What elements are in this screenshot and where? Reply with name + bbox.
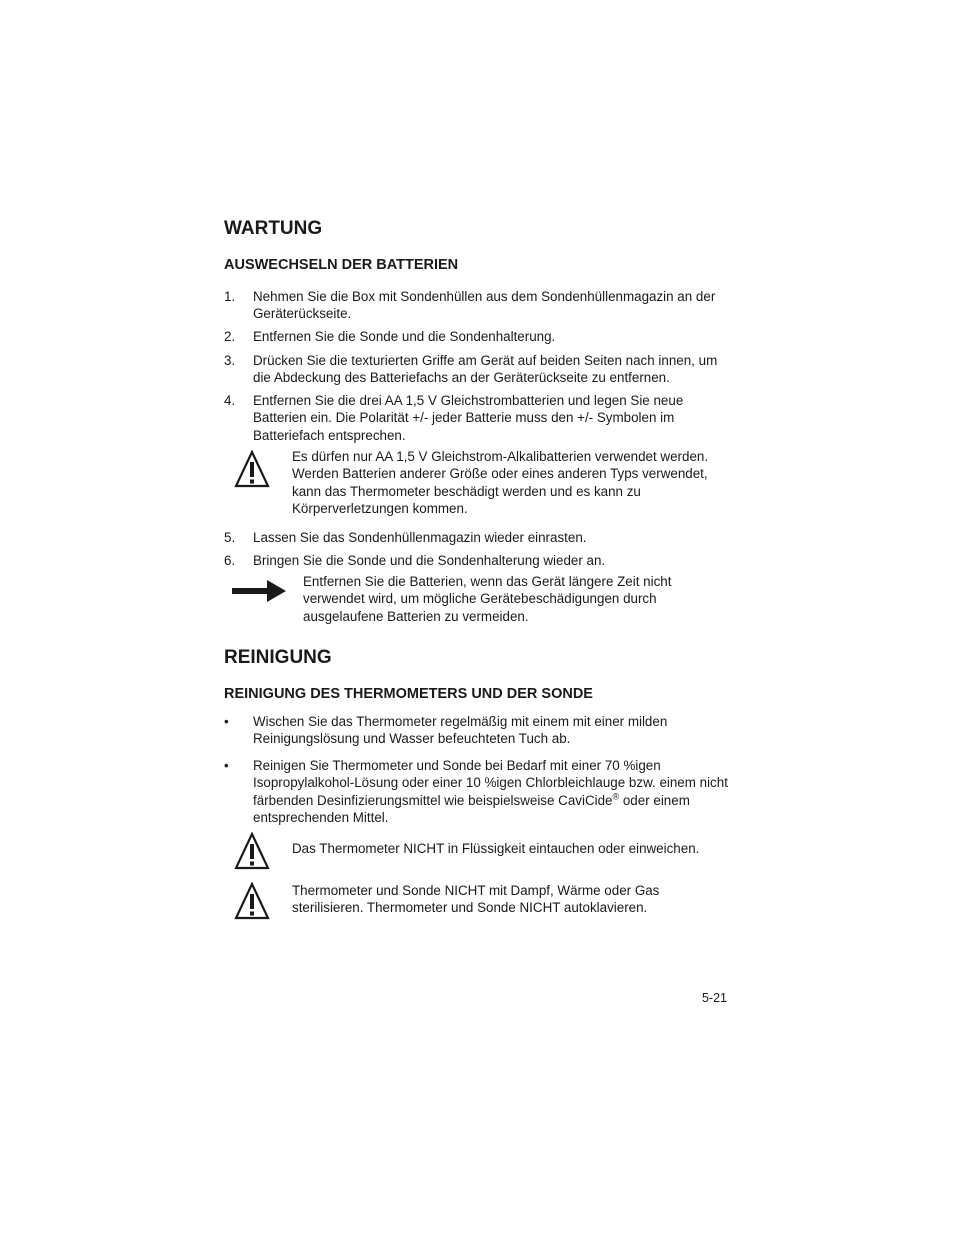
section-title-wartung: WARTUNG <box>224 218 323 239</box>
list-text: Bringen Sie die Sonde und die Sondenhalterung wieder an. <box>253 553 606 568</box>
list-number: 1. <box>224 289 236 304</box>
list-text: Entfernen Sie die Sonde und die Sondenhalterung. <box>253 329 556 344</box>
warning-triangle-icon <box>234 882 270 920</box>
subsection-title-thermometer: REINIGUNG DES THERMOMETERS UND DER SONDE <box>224 686 593 702</box>
warning-text: Thermometer und Sonde NICHT mit Dampf, Wärme oder Gas sterilisieren. Thermometer und Sonde NICHT autoklavieren. <box>292 883 660 916</box>
bullet-item <box>224 757 734 827</box>
list-number: 4. <box>224 393 236 408</box>
note-text: Entfernen Sie die Batterien, wenn das Gerät längere Zeit nicht verwendet wird, um mögliche Gerätebeschädigungen durch ausgelaufene Batterien zu vermeiden. <box>303 574 672 624</box>
warning-triangle-icon <box>234 832 270 870</box>
list-number: 6. <box>224 553 236 568</box>
subsection-title-batterien: AUSWECHSELN DER BATTERIEN <box>224 257 459 273</box>
warning-text: Das Thermometer NICHT in Flüssigkeit eintauchen oder einweichen. <box>292 841 700 856</box>
bullet-marker: • <box>224 758 229 773</box>
list-text: Drücken Sie die texturierten Griffe am Gerät auf beiden Seiten nach innen, um die Abdeckung des Batteriefachs an der Geräterückseite zu entfernen. <box>253 353 718 386</box>
list-text: Nehmen Sie die Box mit Sondenhüllen aus dem Sondenhüllenmagazin an der Geräterückseite. <box>253 289 716 322</box>
list-item <box>224 529 734 546</box>
list-number: 2. <box>224 329 236 344</box>
bullet-text <box>253 757 734 827</box>
registered-mark: ® <box>612 791 620 802</box>
bullet-text-part: Reinigen Sie Thermometer und Sonde bei Bedarf mit einer 70 %igen Isopropylalkohol-Lösung oder einer 10 %igen Chlorbleichlauge bzw. einem nicht färbenden Desinfizierungsmittel wie beispielsweise CaviCide <box>253 758 728 808</box>
warning-text: Es dürfen nur AA 1,5 V Gleichstrom-Alkalibatterien verwendet werden. Werden Batterien anderer Größe oder eines anderen Typs verwendet, kann das Thermometer beschädigt werden und es kann zu Körperverletzungen kommen. <box>292 449 709 517</box>
arrow-right-icon <box>231 578 287 604</box>
list-item <box>224 392 734 444</box>
bullet-text: Wischen Sie das Thermometer regelmäßig mit einem mit einer milden Reinigungslösung und Wasser befeuchteten Tuch ab. <box>253 714 668 747</box>
bullet-item <box>224 713 734 748</box>
section-title-reinigung: REINIGUNG <box>224 647 332 668</box>
warning-triangle-icon <box>234 450 270 488</box>
bullet-marker: • <box>224 714 229 729</box>
list-item <box>224 288 734 323</box>
bullet-text-part: oder einem entsprechenden Mittel. <box>253 792 690 826</box>
list-item <box>224 352 734 387</box>
page-number: 5-21 <box>701 991 727 1005</box>
list-number: 3. <box>224 353 236 368</box>
list-item <box>224 328 734 345</box>
list-text: Entfernen Sie die drei AA 1,5 V Gleichstrombatterien und legen Sie neue Batterien ein. Die Polarität +/- jeder Batterie muss den +/- Symbolen im Batteriefach entsprechen. <box>253 393 684 443</box>
list-number: 5. <box>224 530 236 545</box>
list-text: Lassen Sie das Sondenhüllenmagazin wieder einrasten. <box>253 530 587 545</box>
list-item <box>224 552 734 569</box>
